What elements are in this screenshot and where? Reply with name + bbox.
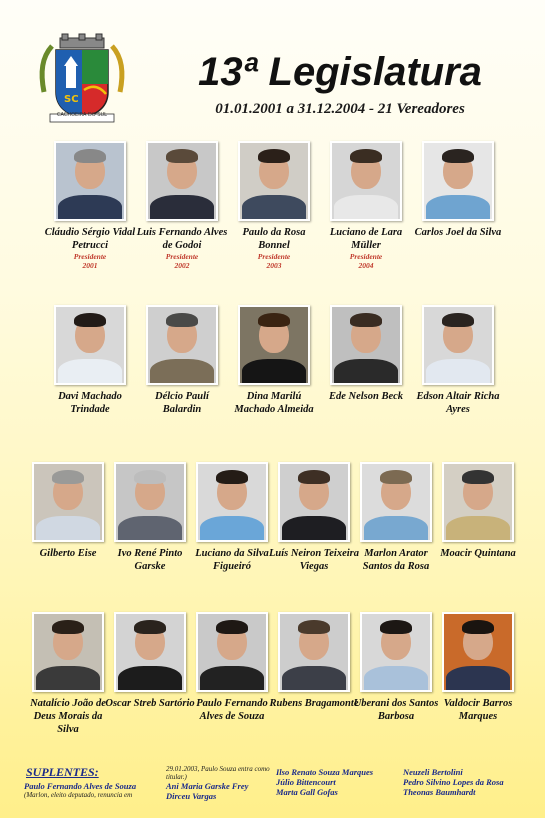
councillor-photo (196, 462, 268, 542)
councillor-name: Délcio Paulí Balardin (155, 391, 209, 415)
councillor-role: Presidente (349, 252, 383, 261)
councillor-photo (54, 305, 126, 385)
councillor-name: Marlon Arator Santos da Rosa (362, 548, 430, 572)
councillor-name: Rubens Bragamonte (269, 698, 359, 709)
suplente-note-continued: 29.01.2003, Paulo Souza entra como titular.) (166, 765, 270, 781)
svg-text:SC: SC (64, 94, 79, 105)
councillor-photo (360, 612, 432, 692)
councillor-name: Carlos Joel da Silva (414, 227, 502, 238)
councillor-name: Cláudio Sérgio Vidal Petrucci (44, 227, 136, 251)
councillor-card (268, 612, 360, 710)
councillor-year: 2004 (358, 261, 374, 270)
councillor-name: Ede Nelson Beck (328, 391, 404, 402)
councillor-name: Luís Neiron Teixeira Viegas (268, 548, 360, 572)
councillor-photo (146, 305, 218, 385)
councillor-card (44, 141, 136, 270)
councillor-photo (278, 462, 350, 542)
councillor-card (350, 462, 442, 573)
suplente-name: Neuzeli Bertolini (403, 767, 463, 777)
councillor-name: Ivo René Pinto Garske (117, 548, 183, 572)
suplente-name: Ilso Renato Souza Marques (276, 767, 374, 777)
councillor-year: 2001 (82, 261, 98, 270)
councillor-card (320, 305, 412, 403)
suplente-name: Pedro Silvino Lopes da Rosa (403, 777, 504, 787)
councillor-name: Valdocir Barros Marques (443, 698, 513, 722)
suplente-name: Theonas Baumhardt (403, 787, 476, 797)
councillor-name: Edson Altair Richa Ayres (416, 391, 500, 415)
councillor-photo (196, 612, 268, 692)
page-title: 13ª Legislatura (198, 50, 482, 94)
councillor-card (22, 612, 114, 736)
councillor-year: 2003 (266, 261, 282, 270)
councillor-card (228, 305, 320, 416)
councillor-photo (422, 141, 494, 221)
councillor-card (268, 462, 360, 573)
councillor-photo (146, 141, 218, 221)
councillor-name: Natalício João de Deus Morais da Silva (30, 698, 106, 735)
councillor-photo (278, 612, 350, 692)
suplentes-col-4 (403, 767, 541, 797)
suplentes-title: SUPLENTES: (26, 765, 99, 779)
councillor-card (186, 612, 278, 723)
councillor-name: Dina Marilú Machado Almeida (234, 391, 314, 415)
councillor-card (186, 462, 278, 573)
councillor-card (412, 305, 504, 416)
councillor-name: Paulo da Rosa Bonnel (242, 227, 306, 251)
councillor-card (136, 141, 228, 270)
councillor-name: Moacir Quintana (440, 548, 516, 559)
councillor-card (104, 612, 196, 710)
councillor-name: Davi Machado Trindade (58, 391, 122, 415)
councillor-card (432, 462, 524, 560)
suplente-name: Dirceu Vargas (166, 791, 217, 801)
councillor-name: Luis Fernando Alves de Godoi (136, 227, 228, 251)
councillor-role: Presidente (73, 252, 107, 261)
councillor-photo (32, 462, 104, 542)
councillor-photo (32, 612, 104, 692)
suplentes-col-1 (24, 781, 169, 799)
councillor-name: Luciano da Silva Figueiró (195, 548, 269, 572)
councillor-card (104, 462, 196, 573)
suplentes-col-2 (166, 765, 286, 801)
councillor-name: Paulo Fernando Alves de Souza (196, 698, 268, 722)
councillor-photo (238, 141, 310, 221)
page-subtitle: 01.01.2001 a 31.12.2004 - 21 Vereadores (215, 101, 465, 117)
councillor-photo (330, 141, 402, 221)
suplente-note: (Marlon, eleito deputado, renuncia em (24, 791, 133, 799)
councillor-name: Gilberto Eise (39, 548, 97, 559)
councillor-name: Oscar Streb Sartório (105, 698, 195, 709)
councillor-card (412, 141, 504, 239)
councillor-photo (442, 612, 514, 692)
councillor-photo (54, 141, 126, 221)
councillor-photo (114, 462, 186, 542)
suplente-name: Paulo Fernando Alves de Souza (24, 781, 137, 791)
councillor-card (228, 141, 320, 270)
councillor-role: Presidente (257, 252, 291, 261)
councillor-card (350, 612, 442, 723)
councillor-photo (422, 305, 494, 385)
councillor-year: 2002 (174, 261, 190, 270)
municipal-crest (34, 32, 130, 128)
councillor-card (22, 462, 114, 560)
suplente-name: Ani Maria Garske Frey (166, 781, 249, 791)
suplentes-col-3 (276, 767, 406, 797)
councillor-photo (330, 305, 402, 385)
councillor-photo (238, 305, 310, 385)
crest-label: CACHOEIRA DO SUL (57, 112, 107, 118)
councillor-card (432, 612, 524, 723)
councillor-card (320, 141, 412, 270)
councillor-card (136, 305, 228, 416)
suplente-name: Júlio Bittencourt (276, 777, 336, 787)
councillor-photo (114, 612, 186, 692)
councillor-role: Presidente (165, 252, 199, 261)
councillor-photo (442, 462, 514, 542)
councillor-name: Uberani dos Santos Barbosa (353, 698, 439, 722)
suplente-name: Marta Gall Gofas (276, 787, 338, 797)
councillor-card (44, 305, 136, 416)
councillor-name: Luciano de Lara Müller (329, 227, 403, 251)
councillor-photo (360, 462, 432, 542)
